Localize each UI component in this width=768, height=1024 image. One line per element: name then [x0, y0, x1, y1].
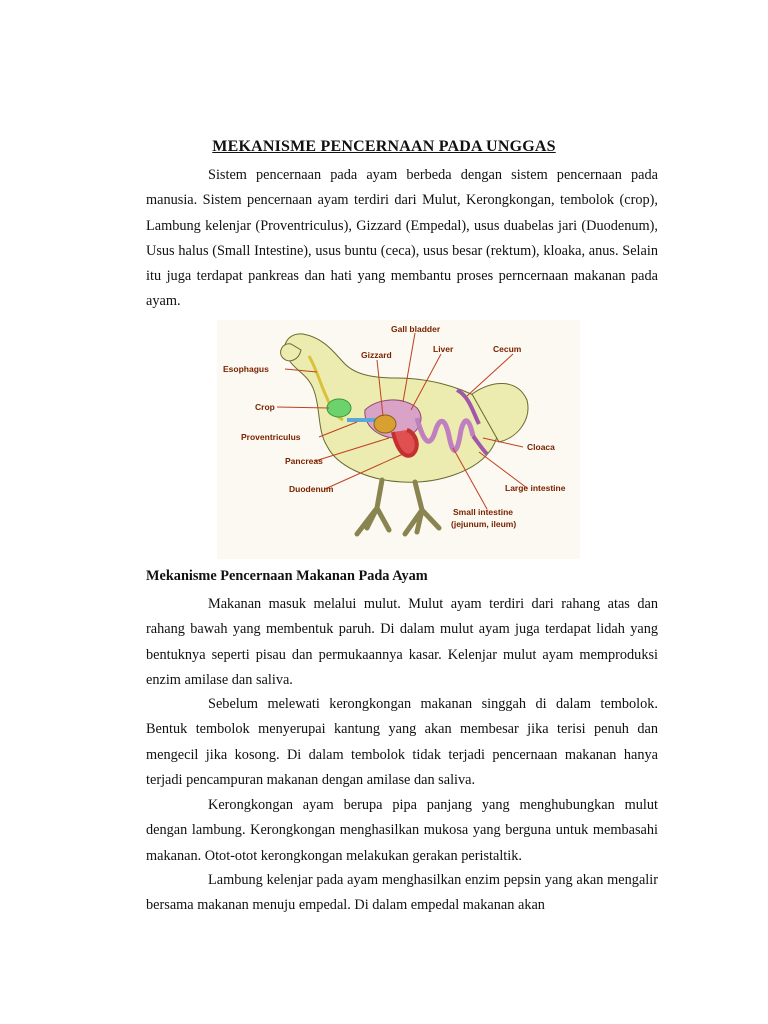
label-cloaca: Cloaca: [527, 442, 555, 452]
label-small-intestine-sub: (jejunum, ileum): [451, 519, 517, 529]
intro-paragraph: Sistem pencernaan pada ayam berbeda dengan sistem pencernaan pada manusia. Sistem pencernaan ayam terdiri dari Mulut, Kerongkongan, tembolok (crop), Lambung kelenjar (Proventriculus), Gizzard (Empedal), usus duabelas jari (Duodenum), Usus halus (Small Intestine), usus buntu (ceca), usus besar (rektum), kloaka, anus. Selain itu juga terdapat pankreas dan hati yang membantu proses perncernaan makanan pada ayam.: [146, 167, 658, 310]
gizzard-organ: [374, 415, 396, 433]
label-liver: Liver: [433, 344, 454, 354]
chicken-right-leg: [405, 482, 439, 534]
label-esophagus: Esophagus: [223, 364, 269, 374]
body-paragraph: Sebelum melewati kerongkongan makanan singgah di dalam tembolok. Bentuk tembolok menyerupai kantung yang akan membesar jika terisi penuh dan mengecil jika kosong. Di dalam tembolok tidak terjadi pencernaan makanan hanya terjadi pencampuran makanan dengan amilase dan saliva.: [146, 696, 658, 788]
document-title: MEKANISME PENCERNAAN PADA UNGGAS: [212, 138, 556, 155]
label-pancreas: Pancreas: [285, 456, 323, 466]
label-duodenum: Duodenum: [289, 484, 334, 494]
section-subheading: Mekanisme Pencernaan Makanan Pada Ayam: [146, 568, 428, 584]
label-crop: Crop: [255, 402, 275, 412]
label-gizzard: Gizzard: [361, 350, 392, 360]
label-large-intestine: Large intestine: [505, 483, 566, 493]
chicken-illustration: [217, 320, 580, 559]
label-cecum: Cecum: [493, 344, 522, 354]
label-proventriculus: Proventriculus: [241, 432, 301, 442]
chicken-digestive-diagram: [217, 320, 580, 559]
label-small-intestine: Small intestine: [453, 507, 513, 517]
body-paragraph: Lambung kelenjar pada ayam menghasilkan enzim pepsin yang akan mengalir bersama makanan menuju empedal. Di dalam empedal makanan akan: [146, 872, 658, 914]
body-paragraph: Kerongkongan ayam berupa pipa panjang yang menghubungkan mulut dengan lambung. Kerongkongan menghasilkan mukosa yang berguna untuk membasahi makanan. Otot-otot kerongkongan melakukan gerakan peristaltik.: [146, 797, 658, 864]
chicken-left-leg: [357, 480, 389, 534]
crop-organ: [327, 399, 351, 417]
body-paragraph: Makanan masuk melalui mulut. Mulut ayam terdiri dari rahang atas dan rahang bawah yang membentuk paruh. Di dalam mulut ayam juga terdapat lidah yang bentuknya seperti pisau dan permukaannya kasar. Kelenjar mulut ayam memproduksi enzim amilase dan saliva.: [146, 596, 658, 688]
label-gall-bladder: Gall bladder: [391, 324, 441, 334]
